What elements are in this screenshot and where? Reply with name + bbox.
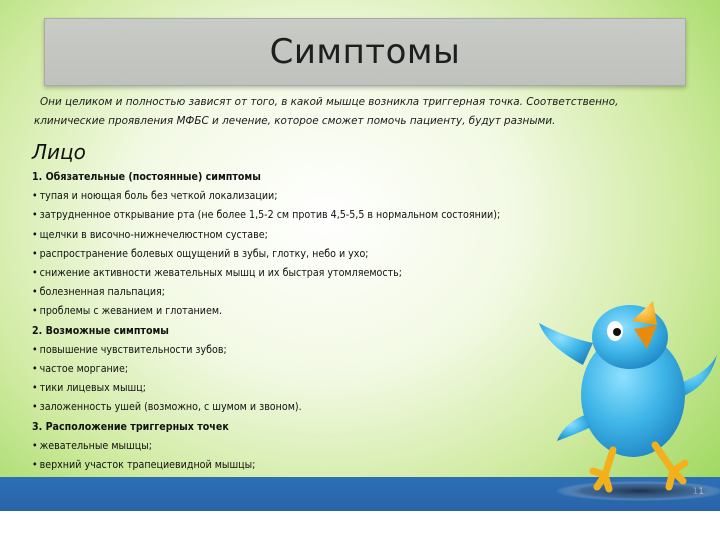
- bullet-icon: •: [32, 343, 38, 356]
- list-item: • верхний участок трапециевидной мышцы;: [32, 459, 256, 472]
- section-heading: Лицо: [32, 140, 86, 164]
- list-item: • щелчки в височно-нижнечелюстном суставе;: [32, 228, 268, 241]
- blue-bird-icon: [535, 295, 720, 515]
- bullet-icon: •: [32, 401, 38, 414]
- list-item: • тупая и ноющая боль без четкой локализации;: [32, 190, 278, 203]
- bullet-icon: •: [32, 363, 38, 376]
- list-item: • тики лицевых мышц;: [32, 382, 146, 395]
- title-bar: [44, 18, 686, 86]
- bullet-icon: •: [32, 267, 38, 280]
- bullet-icon: •: [32, 305, 38, 318]
- slide-title: Симптомы: [269, 32, 461, 72]
- intro-paragraph: Они целиком и полностью зависят от того, в какой мышце возникла триггерная точка. Соответственно, клинические проявления МФБС и лечение, которое сможет помочь пациенту, будут разными.: [34, 96, 619, 127]
- bullet-icon: •: [32, 247, 38, 260]
- footer-bottom-strip: [0, 511, 720, 540]
- list-item: • заложенность ушей (возможно, с шумом и звоном).: [32, 401, 302, 414]
- group-heading: 2. Возможные симптомы: [32, 324, 169, 337]
- list-item: • распространение болевых ощущений в зубы, глотку, небо и ухо;: [32, 247, 369, 260]
- bullet-icon: •: [32, 228, 38, 241]
- list-item: • проблемы с жеванием и глотанием.: [32, 305, 223, 318]
- bullet-icon: •: [32, 286, 38, 299]
- list-item: • повышение чувствительности зубов;: [32, 343, 227, 356]
- list-item: • снижение активности жевательных мышц и их быстрая утомляемость;: [32, 267, 402, 280]
- group-heading: 3. Расположение триггерных точек: [32, 420, 229, 433]
- list-item: • болезненная пальпация;: [32, 286, 166, 299]
- bullet-icon: •: [32, 209, 38, 222]
- list-item: • жевательные мышцы;: [32, 439, 152, 452]
- bullet-icon: •: [32, 190, 38, 203]
- group-heading: 1. Обязательные (постоянные) симптомы: [32, 171, 261, 183]
- bullet-icon: •: [32, 382, 38, 395]
- bullet-icon: •: [32, 459, 38, 472]
- bullet-icon: •: [32, 439, 38, 452]
- list-item: • затрудненное открывание рта (не более 1,5-2 см против 4,5-5,5 в нормальном состоянии);: [32, 209, 501, 222]
- list-item: • частое моргание;: [32, 363, 129, 376]
